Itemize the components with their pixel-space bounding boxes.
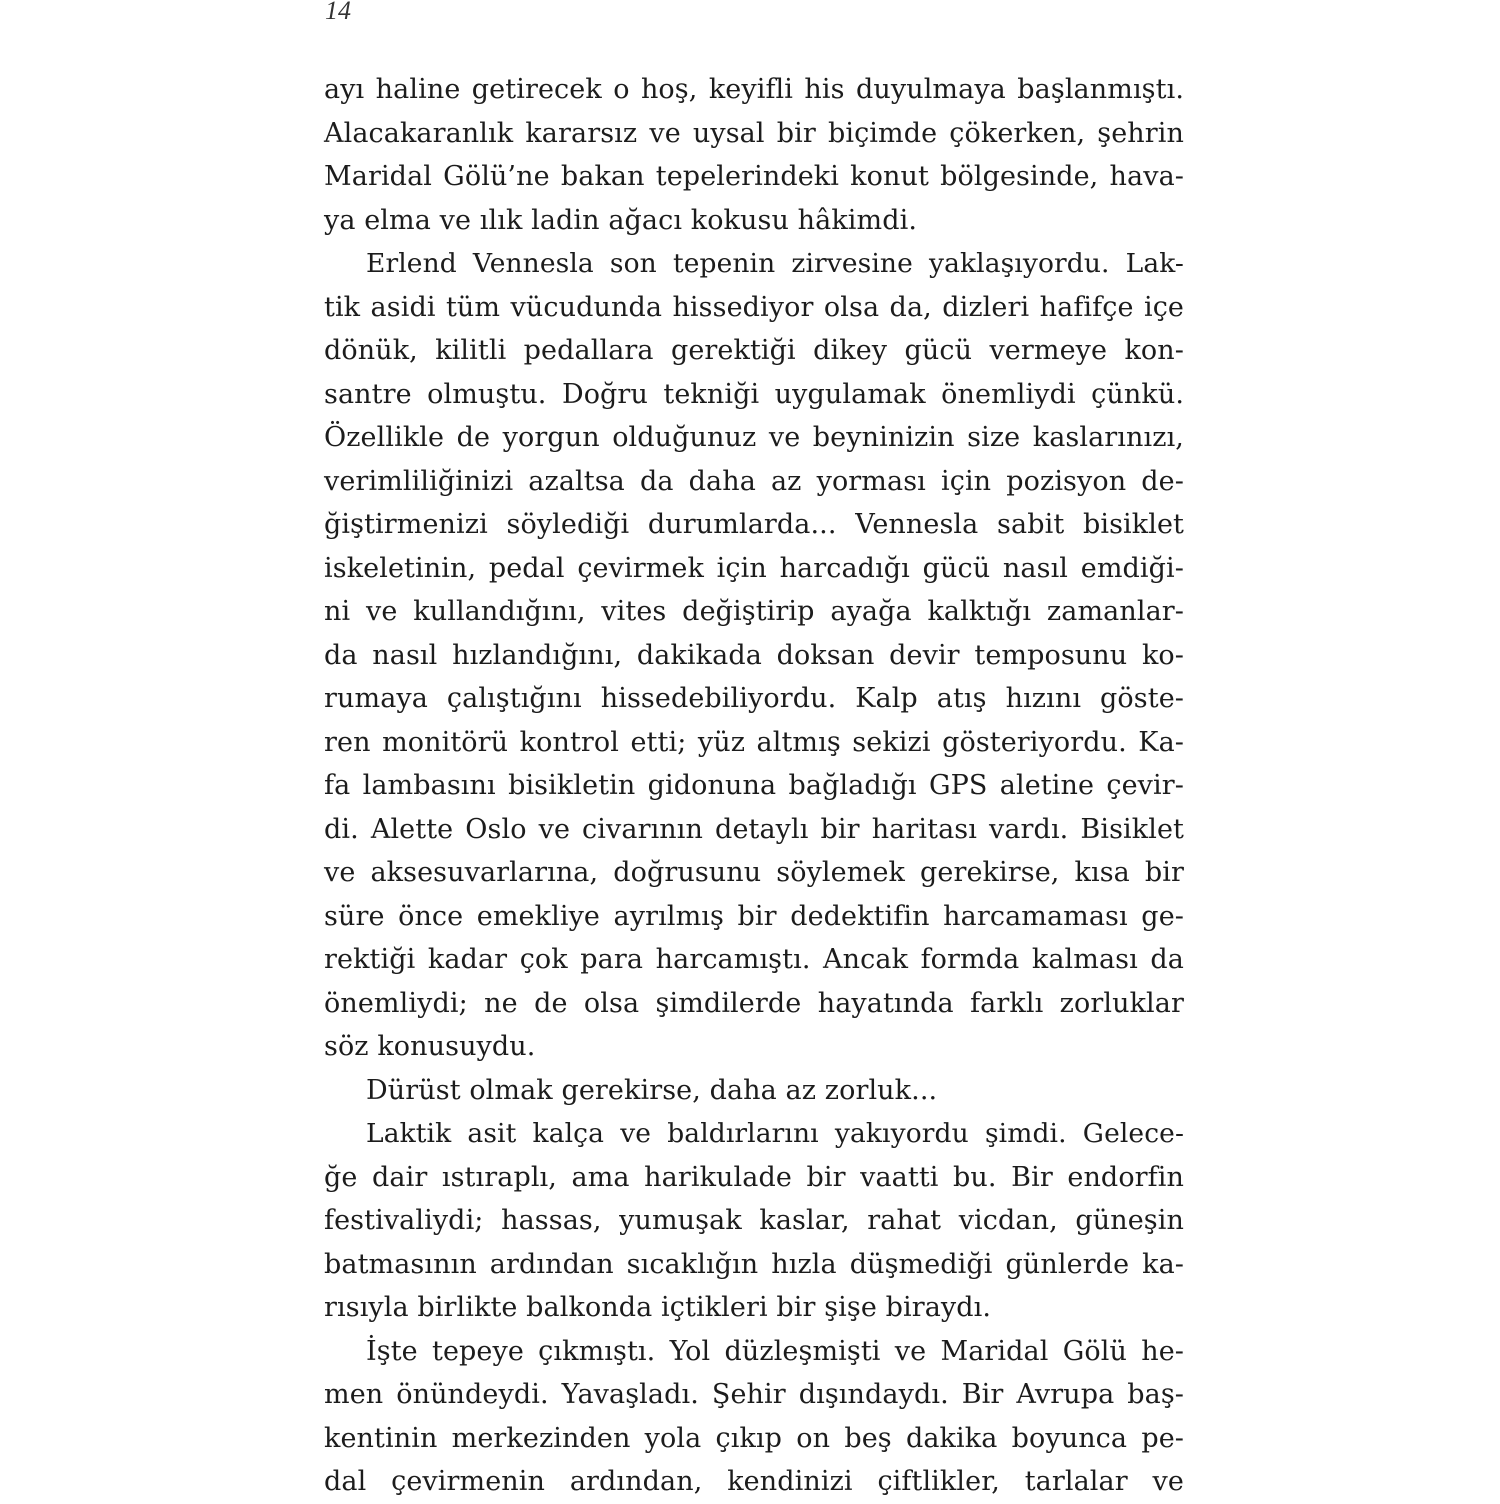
text-line: ğiştirmenizi söylediği durumlarda... Vennesla sabit bisiklet — [324, 509, 1184, 540]
text-line: men önündeydi. Yavaşladı. Şehir dışındaydı. Bir Avrupa baş- — [324, 1379, 1184, 1410]
text-line: rısıyla birlikte balkonda içtikleri bir şişe biraydı. — [324, 1292, 992, 1323]
text-line: da nasıl hızlandığını, dakikada doksan devir temposunu ko- — [324, 639, 1184, 671]
text-line: Özellikle de yorgun olduğunuz ve beyninizin size kaslarınızı, — [324, 422, 1184, 453]
text-line: söz konusuydu. — [324, 1031, 536, 1062]
text-line: Maridal Gölü’ne bakan tepelerindeki konut bölgesinde, hava- — [324, 161, 1184, 192]
text-line: süre önce emekliye ayrılmış bir dedektifin harcamaması ge- — [324, 900, 1184, 932]
text-line: ğe dair ıstıraplı, ama harikulade bir vaatti bu. Bir endorfin — [324, 1161, 1184, 1193]
text-line: di. Alette Oslo ve civarının detaylı bir haritası vardı. Bisiklet — [324, 813, 1184, 845]
text-line: Erlend Vennesla son tepenin zirvesine yaklaşıyordu. Lak- — [366, 248, 1184, 279]
text-line: verimliliğinizi azaltsa da daha az yorması için pozisyon de- — [324, 465, 1184, 497]
text-line: Laktik asit kalça ve baldırlarını yakıyordu şimdi. Gelece- — [366, 1118, 1184, 1149]
text-line: önemliydi; ne de olsa şimdilerde hayatında farklı zorluklar — [324, 987, 1184, 1019]
text-line: santre olmuştu. Doğru tekniği uygulamak önemliydi çünkü. — [324, 378, 1184, 410]
text-line: kentinin merkezinden yola çıkıp on beş dakika boyunca pe- — [324, 1422, 1184, 1454]
text-line: ni ve kullandığını, vites değiştirip ayağa kalktığı zamanlar- — [324, 596, 1184, 627]
text-line: İşte tepeye çıkmıştı. Yol düzleşmişti ve Maridal Gölü he- — [366, 1335, 1184, 1367]
text-line: ayı haline getirecek o hoş, keyifli his duyulmaya başlanmıştı. — [324, 74, 1184, 105]
text-line: dönük, kilitli pedallara gerektiği dikey gücü vermeye kon- — [324, 335, 1184, 366]
text-line: rumaya çalıştığını hissedebiliyordu. Kalp atış hızını göste- — [324, 683, 1184, 714]
text-line: rektiği kadar çok para harcamıştı. Ancak formda kalması da — [324, 944, 1184, 975]
text-line: batmasının ardından sıcaklığın hızla düşmediği günlerde ka- — [324, 1248, 1184, 1280]
page-number: 14 — [325, 0, 351, 25]
text-line: festivaliydi; hassas, yumuşak kaslar, rahat vicdan, güneşin — [324, 1205, 1184, 1236]
text-line: ren monitörü kontrol etti; yüz altmış sekizi gösteriyordu. Ka- — [324, 726, 1184, 758]
text-line: ya elma ve ılık ladin ağacı kokusu hâkimdi. — [324, 204, 918, 236]
text-line: Dürüst olmak gerekirse, daha az zorluk... — [366, 1074, 938, 1106]
text-line: Alacakaranlık kararsız ve uysal bir biçimde çökerken, şehrin — [324, 117, 1184, 149]
text-line: fa lambasını bisikletin gidonuna bağladığı GPS aletine çevir- — [324, 770, 1184, 801]
text-line: tik asidi tüm vücudunda hissediyor olsa da, dizleri hafifçe içe — [324, 291, 1184, 323]
body-text — [324, 68, 1184, 1504]
text-line: ve aksesuvarlarına, doğrusunu söylemek gerekirse, kısa bir — [324, 857, 1184, 888]
text-line: dal çevirmenin ardından, kendinizi çiftlikler, tarlalar ve — [324, 1466, 1184, 1497]
text-line: iskeletinin, pedal çevirmek için harcadığı gücü nasıl emdiği- — [324, 552, 1184, 584]
